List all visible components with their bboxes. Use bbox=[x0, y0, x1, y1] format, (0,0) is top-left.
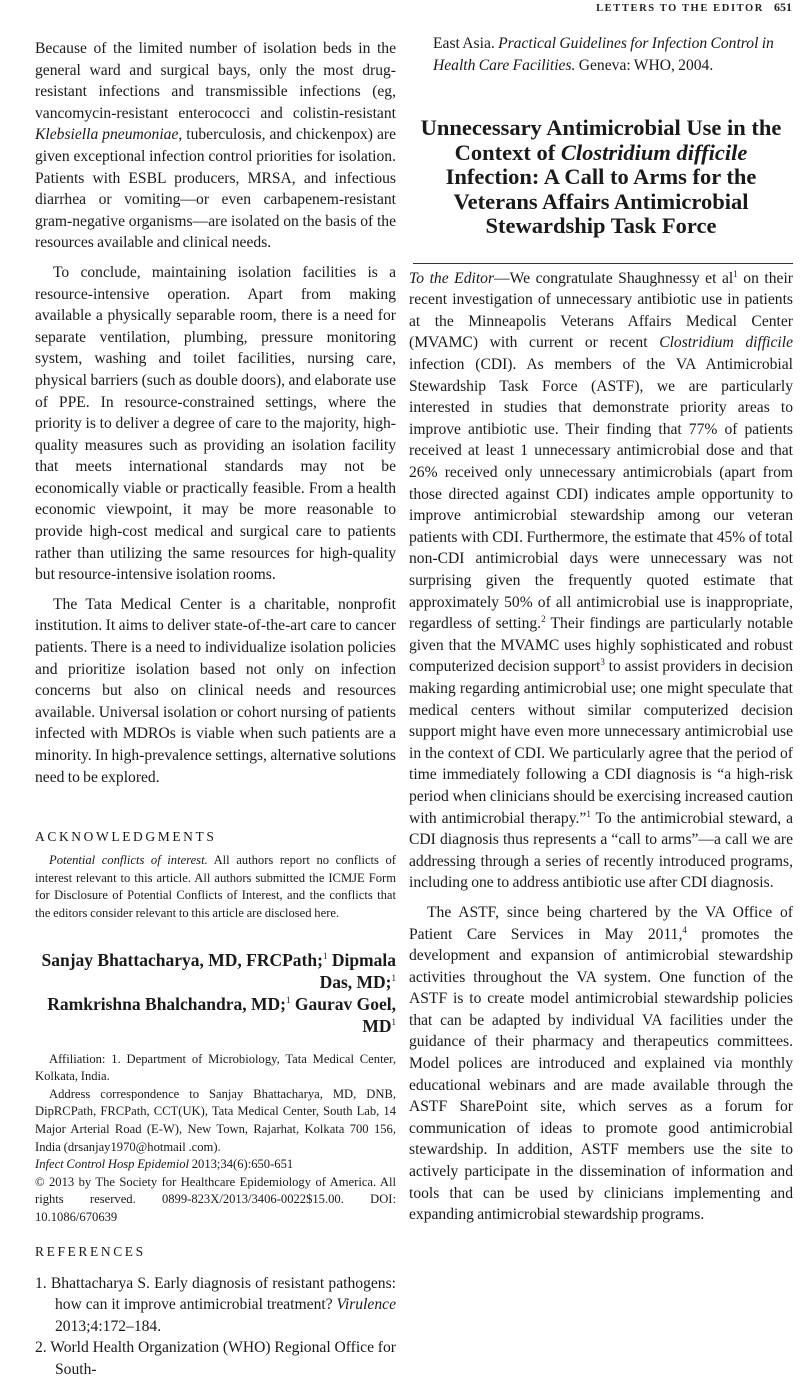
author-info bbox=[35, 1051, 396, 1227]
paragraph bbox=[409, 268, 793, 894]
text-run: to assist providers in decision making regarding antimicrobial use; one might speculate that medical centers without similar computerized decision support might have even more unnecessary antimicrobial use in the context of CDI. We particularly agree that the period of time immediately following a CDI diagnosis is “a high-risk period when clinicians should be exercising increased caution with antimicrobial therapy.” bbox=[409, 658, 793, 827]
acknowledgments-heading: ACKNOWLEDGMENTS bbox=[35, 829, 217, 845]
text-run: 2013;4:172–184. bbox=[55, 1317, 162, 1335]
paragraph bbox=[35, 262, 396, 586]
conflicts-label: Potential conflicts of interest. bbox=[49, 853, 208, 868]
affil-mark: 1 bbox=[391, 1016, 396, 1027]
reference-mark: 2 bbox=[541, 614, 546, 624]
acknowledgments-section bbox=[35, 828, 396, 922]
page-number: 651 bbox=[774, 0, 792, 14]
right-column bbox=[409, 33, 793, 1380]
text-run: To the antimicrobial steward, a CDI diagnosis thus represents a “call to arms”—a call we are addressing through a series of recently introduced programs, including one to address antibiotic use after CDI diagnosis. bbox=[409, 809, 794, 892]
conflicts-statement bbox=[35, 852, 396, 922]
text-run: Geneva: WHO, 2004. bbox=[575, 56, 714, 74]
article-body bbox=[409, 268, 793, 1226]
italic-text: Clostridium difficile bbox=[659, 334, 793, 352]
text-run: —We congratulate Shaughnessy et al bbox=[494, 269, 734, 287]
text-run: Infection: A Call to Arms for the Veterans Affairs Antimicrobial Stewardship Task Force bbox=[445, 164, 757, 239]
text-run: , tuberculosis, and chickenpox) are given exceptional infection control priorities for isolation. Patients with ESBL producers, MRSA, and infectious diarrhea or vomiting—or even carbapenem-resistant gram-negative organisms—are isolated on the basis of the resources available and clinical needs. bbox=[35, 126, 396, 252]
affil-mark: 1 bbox=[391, 972, 396, 983]
italic-text: Klebsiella pneumoniae bbox=[35, 126, 179, 144]
reference-mark: 4 bbox=[682, 924, 687, 935]
text-run: 1. Bhattacharya S. Early diagnosis of resistant pathogens: how can it improve antimicrobial treatment? bbox=[35, 1274, 396, 1314]
text-run: on their recent investigation of unnecessary antibiotic use in patients at the Minneapolis Veterans Affairs Medical Center (MVAMC) with current or recent bbox=[409, 269, 793, 352]
references-section bbox=[35, 1243, 396, 1381]
reference-mark: 1 bbox=[586, 808, 591, 819]
title-divider bbox=[413, 263, 793, 264]
text-run: East Asia. bbox=[433, 35, 499, 52]
affil-mark: 1 bbox=[286, 994, 291, 1005]
author: Gaurav Goel, MD bbox=[294, 993, 396, 1036]
conflicts-text: All authors report no conflicts of interest relevant to this article. All authors submitted the ICMJE Form for Disclosure of Potential Conflicts of Interest, and the conflicts that the editors consider relevant to this article are disclosed here. bbox=[35, 853, 396, 920]
citation bbox=[35, 1156, 396, 1174]
left-column bbox=[35, 33, 396, 1380]
text-run: To conclude, maintaining isolation facilities is a resource-intensive operation. Apart from making available a physically separable room, there is a need for separate ventilation, plumbing, pressure monitoring system, washing and toilet facilities, nursing care, physical barriers (such as double doors), and elaborate use of PPE. In resource-constrained settings, where the priority is to deliver a degree of care to the majority, high-quality measures such as providing an isolation facility that meets international standards may not be economically viable or practically feasible. From a health economic viewpoint, it may be more reasonable to provide high-cost medical and surgical care to patients rather than utilizing the same resources for high-quality but resource-intensive isolation rooms. bbox=[35, 263, 396, 584]
reference-mark: 3 bbox=[600, 657, 605, 668]
text-run: The Tata Medical Center is a charitable, nonprofit institution. It aims to deliver state-of-the-art care to cancer patients. There is a need to individualize isolation policies and prioritize isolation based not only on infection concerns but also on clinical needs and resources available. Universal isolation or cohort nursing of patients infected with MDROs is viable when such patients are a minority. In high-prevalence settings, alternative solutions need to be explored. bbox=[35, 595, 396, 786]
italic-text: Virulence bbox=[336, 1296, 396, 1314]
article-title bbox=[409, 116, 793, 239]
author: Sanjay Bhattacharya, MD, FRCPath; bbox=[41, 949, 323, 970]
text-run: The ASTF, since being chartered by the VA Office of Patient Care Services in May 2011, bbox=[409, 903, 793, 943]
italic-text: Clostridium difficile bbox=[560, 139, 748, 165]
author: Dipmala Das, MD; bbox=[319, 949, 396, 992]
text-run: Because of the limited number of isolation beds in the general ward and surgical bays, only the most drug-resistant infections and transmissible infections (eg, vancomycin-resistant enterococci and colistin-resistant bbox=[35, 40, 396, 122]
text-run: infection (CDI). As members of the VA Antimicrobial Stewardship Task Force (ASTF), we are particularly interested in studies that demonstrate priority areas to improve antibiotic use. Their finding that 77% of patients received at least 1 unnecessary antimicrobial dose and that 26% received only unnecessary antimicrobials (apart from those directed against CDI) indicates ample opportunity to improve antimicrobial stewardship among our veteran patients with CDI. Furthermore, the estimate that 45% of total non-CDI antimicrobial days were unnecessary was not surprising given the frequently quoted estimate that approximately 50% of all antimicrobial use is inappropriate, regardless of setting. bbox=[409, 356, 793, 633]
author-list bbox=[35, 949, 396, 1037]
italic-text: Practical Guidelines for Infection Control in Health Care Facilities. bbox=[433, 35, 774, 74]
reference-mark: 1 bbox=[733, 268, 738, 279]
affiliation: Affiliation: 1. Department of Microbiology, Tata Medical Center, Kolkata, India. bbox=[35, 1051, 396, 1084]
text-run: Their findings are particularly notable given that the MVAMC uses highly sophisticated and robust computerized decision support bbox=[409, 615, 793, 676]
copyright: © 2013 by The Society for Healthcare Epidemiology of America. All rights reserved. 0899-823X/2013/3406-0022$15.00. DOI: 10.1086/670639 bbox=[35, 1174, 396, 1224]
reference-continuation bbox=[409, 33, 793, 76]
citation-details: 2013;34(6):650-651 bbox=[189, 1157, 294, 1172]
references-heading: REFERENCES bbox=[35, 1243, 146, 1259]
running-header bbox=[596, 0, 792, 16]
journal-name: Infect Control Hosp Epidemiol bbox=[35, 1157, 189, 1172]
paragraph bbox=[35, 594, 396, 788]
section-label: LETTERS TO THE EDITOR bbox=[596, 3, 764, 14]
reference-item-continued bbox=[409, 33, 793, 76]
italic-text: To the Editor bbox=[409, 269, 495, 287]
text-run: 2. World Health Organization (WHO) Regional Office for South- bbox=[35, 1339, 396, 1378]
text-run: promotes the development and expansion of antimicrobial stewardship activities throughout the VA system. One function of the ASTF is to create model antimicrobial stewardship policies that can be adapted by individual VA facilities under the guidance of their pharmacy and therapeutics committees. Model polices are introduced and explained via monthly educational webinars and are made available through the ASTF SharePoint site, which serves as a forum for communication of ideas to promote good antimicrobial stewardship. In addition, ASTF members use the site to actively participate in the dissemination of information and tools that can be used by clinicians implementing and expanding antimicrobial stewardship programs. bbox=[409, 925, 793, 1224]
text-run: Unnecessary Antimicrobial Use in the Context of bbox=[420, 115, 782, 165]
paragraph bbox=[35, 38, 396, 254]
reference-item bbox=[35, 1337, 396, 1380]
left-column-body bbox=[35, 38, 396, 788]
author: Ramkrishna Bhalchandra, MD; bbox=[47, 993, 287, 1014]
paragraph bbox=[409, 902, 793, 1226]
correspondence: Address correspondence to Sanjay Bhattacharya, MD, DNB, DipRCPath, FRCPath, CCT(UK), Tata Medical Center, South Lab, 14 Major Arterial Road (E-W), New Town, Rajarhat, Kolkata 700 156, India (drsanjay1970@hotmail .com). bbox=[35, 1086, 396, 1154]
reference-item bbox=[35, 1273, 396, 1338]
affil-mark: 1 bbox=[322, 950, 328, 961]
